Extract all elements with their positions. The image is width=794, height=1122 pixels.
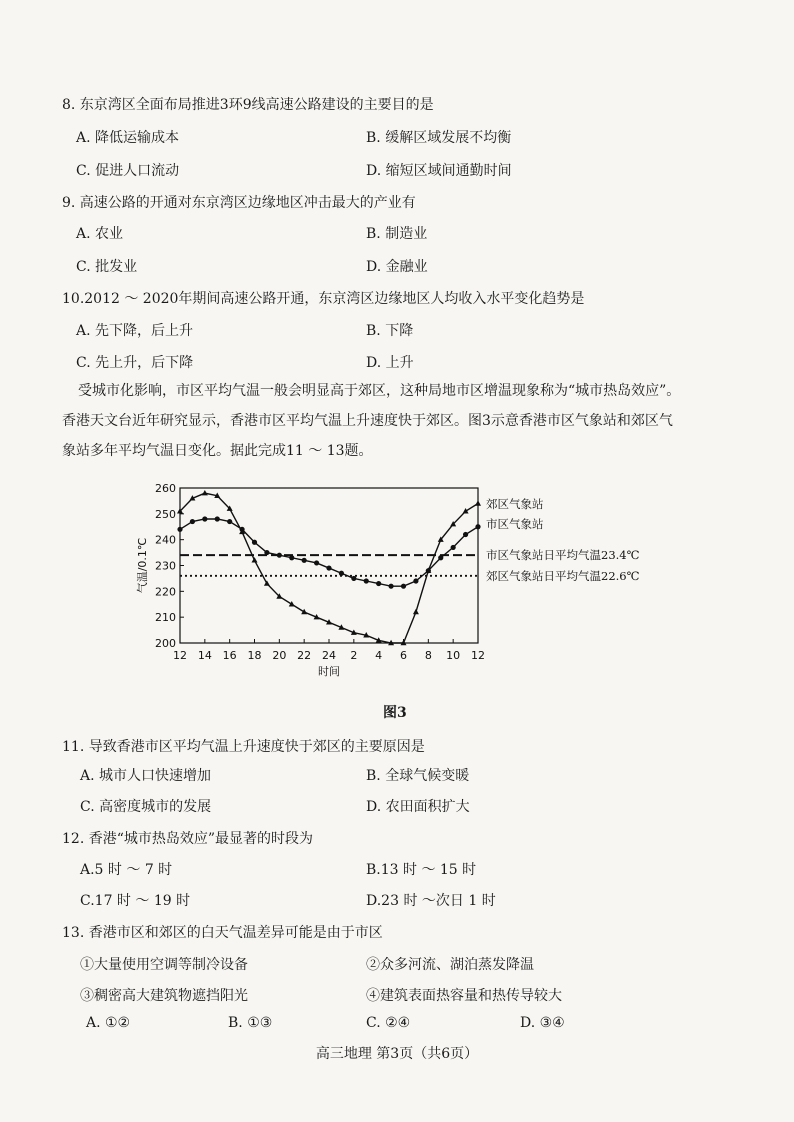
- passage-line-3: 象站多年平均气温日变化。据此完成11 ～ 13题。: [62, 443, 373, 459]
- x-tick-label: 16: [222, 649, 237, 662]
- question-13-statement-2: ②众多河流、湖泊蒸发降温: [366, 957, 534, 973]
- suburban-point: [252, 557, 258, 562]
- question-8-stem: 8. 东京湾区全面布局推进3环9线高速公路建设的主要目的是: [62, 97, 434, 113]
- question-11-option-d: D. 农田面积扩大: [366, 799, 470, 815]
- x-tick-label: 22: [297, 649, 312, 662]
- question-8-option-a: A. 降低运输成本: [76, 130, 180, 146]
- urban-point: [177, 527, 182, 532]
- page-footer: 高三地理 第3页（共6页）: [315, 1046, 479, 1062]
- suburban-point: [413, 609, 419, 614]
- urban-mean-label: 市区气象站日平均气温23.4℃: [486, 548, 640, 563]
- y-tick-label: 260: [155, 482, 176, 495]
- x-tick-label: 2: [350, 649, 358, 662]
- urban-point: [314, 560, 319, 565]
- question-9-option-d: D. 金融业: [366, 259, 428, 275]
- urban-point: [190, 519, 195, 524]
- question-10-option-b: B. 下降: [366, 323, 414, 339]
- question-13-choice-b: B. ①③: [228, 1015, 273, 1031]
- passage-line-1: 受城市化影响，市区平均气温一般会明显高于郊区，这种局地市区增温现象称为“城市热岛效应”。: [78, 383, 681, 399]
- question-12-option-a: A.5 时 ～ 7 时: [80, 862, 173, 878]
- y-tick-label: 220: [155, 585, 176, 599]
- urban-point: [351, 576, 356, 581]
- y-axis-label: 气温/0.1℃: [136, 537, 149, 594]
- question-10-option-a: A. 先下降，后上升: [76, 323, 194, 339]
- x-tick-label: 18: [247, 649, 262, 662]
- figure-caption: 图3: [383, 705, 407, 721]
- y-tick-label: 240: [155, 533, 176, 547]
- urban-point: [227, 519, 232, 524]
- urban-point: [475, 524, 480, 529]
- y-tick-label: 200: [155, 637, 176, 650]
- urban-point: [326, 565, 331, 570]
- x-tick-label: 12: [173, 649, 187, 662]
- question-13-choice-c: C. ②④: [366, 1015, 411, 1031]
- suburban-series-label: 郊区气象站: [486, 497, 544, 511]
- urban-point: [438, 555, 443, 560]
- urban-point: [289, 555, 294, 560]
- question-9-option-b: B. 制造业: [366, 226, 428, 242]
- question-8-option-b: B. 缓解区域发展不均衡: [366, 130, 512, 146]
- x-tick-label: 20: [272, 649, 287, 662]
- urban-point: [264, 550, 269, 555]
- question-12-option-b: B.13 时 ～ 15 时: [366, 862, 477, 878]
- suburban-mean-label: 郊区气象站日平均气温22.6℃: [486, 568, 640, 583]
- question-13-stem: 13. 香港市区和郊区的白天气温差异可能是由于市区: [62, 925, 383, 941]
- question-11-option-c: C. 高密度城市的发展: [80, 799, 212, 815]
- urban-point: [364, 578, 369, 583]
- question-13-statement-1: ①大量使用空调等制冷设备: [80, 957, 248, 973]
- urban-point: [401, 584, 406, 589]
- x-tick-label: 10: [446, 649, 461, 662]
- y-tick-label: 210: [155, 611, 176, 625]
- urban-point: [451, 545, 456, 550]
- urban-series-label: 市区气象站: [486, 517, 544, 531]
- question-9-option-a: A. 农业: [76, 226, 124, 242]
- y-tick-label: 230: [155, 559, 176, 573]
- urban-point: [202, 516, 207, 521]
- question-8-option-c: C. 促进人口流动: [76, 163, 180, 179]
- urban-point: [376, 581, 381, 586]
- question-10-option-c: C. 先上升，后下降: [76, 355, 194, 371]
- x-tick-label: 24: [322, 649, 336, 662]
- urban-point: [388, 584, 393, 589]
- question-10-stem: 10.2012 ～ 2020年期间高速公路开通，东京湾区边缘地区人均收入水平变化趋势是: [62, 291, 585, 307]
- urban-point: [252, 540, 257, 545]
- question-11-option-a: A. 城市人口快速增加: [80, 768, 212, 784]
- urban-point: [239, 527, 244, 532]
- x-tick-label: 8: [424, 649, 432, 662]
- urban-point: [413, 578, 418, 583]
- question-9-option-c: C. 批发业: [76, 259, 138, 275]
- suburban-point: [202, 490, 208, 495]
- question-13-choice-a: A. ①②: [86, 1015, 131, 1031]
- question-12-option-d: D.23 时 ～次日 1 时: [366, 893, 496, 909]
- x-axis-label: 时间: [318, 665, 340, 678]
- question-13-statement-4: ④建筑表面热容量和热传导较大: [366, 988, 562, 1004]
- passage-line-2: 香港天文台近年研究显示，香港市区平均气温上升速度快于郊区。图3示意香港市区气象站和郊区气: [62, 413, 673, 429]
- suburban-point: [475, 500, 481, 505]
- x-tick-label: 14: [197, 649, 212, 662]
- urban-point: [426, 568, 431, 573]
- question-12-stem: 12. 香港“城市热岛效应”最显著的时段为: [62, 831, 314, 847]
- question-9-stem: 9. 高速公路的开通对东京湾区边缘地区冲击最大的产业有: [62, 195, 416, 211]
- urban-point: [302, 558, 307, 563]
- temperature-chart: [130, 478, 650, 690]
- x-tick-label: 12: [471, 649, 485, 662]
- question-11-stem: 11. 导致香港市区平均气温上升速度快于郊区的主要原因是: [62, 739, 425, 755]
- urban-point: [215, 516, 220, 521]
- question-8-option-d: D. 缩短区域间通勤时间: [366, 163, 512, 179]
- urban-point: [463, 532, 468, 537]
- urban-line: [180, 519, 478, 586]
- question-13-statement-3: ③稠密高大建筑物遮挡阳光: [80, 988, 248, 1004]
- suburban-point: [264, 580, 270, 585]
- x-tick-label: 4: [375, 649, 383, 662]
- question-12-option-c: C.17 时 ～ 19 时: [80, 893, 191, 909]
- urban-point: [339, 571, 344, 576]
- urban-point: [277, 553, 282, 558]
- y-tick-label: 250: [155, 507, 176, 521]
- question-13-choice-d: D. ③④: [520, 1015, 565, 1031]
- x-tick-label: 6: [400, 649, 407, 662]
- question-11-option-b: B. 全球气候变暖: [366, 768, 470, 784]
- question-10-option-d: D. 上升: [366, 355, 414, 371]
